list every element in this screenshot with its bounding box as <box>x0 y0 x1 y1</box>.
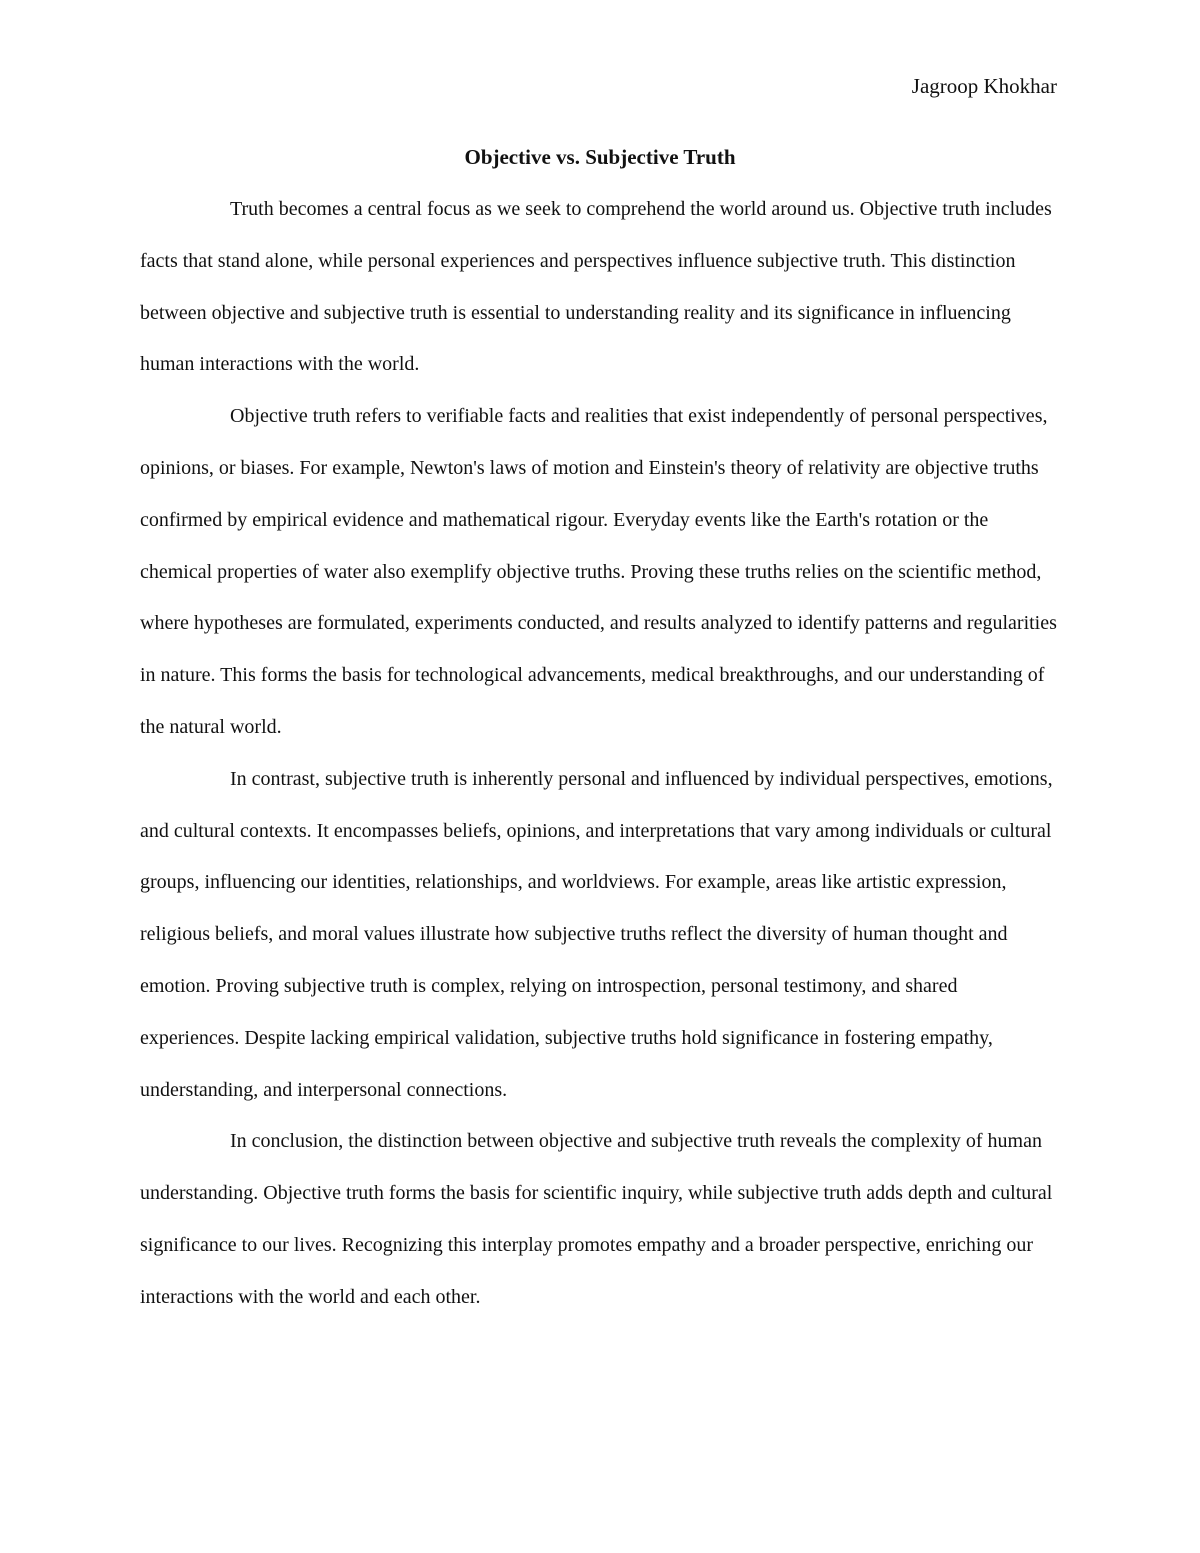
paragraph-conclusion: In conclusion, the distinction between objective and subjective truth reveals the complexity of human understanding. Objective truth forms the basis for scientific inquiry, while subjective truth adds depth and cultural significance to our lives. Recognizing this interplay promotes empathy and a broader perspective, enriching our interactions with the world and each other. <box>140 1130 1053 1308</box>
paragraph-objective-truth: Objective truth refers to verifiable facts and realities that exist independently of personal perspectives, opinions, or biases. For example, Newton's laws of motion and Einstein's theory of relativity are objective truths confirmed by empirical evidence and mathematical rigour. Everyday events like the Earth's rotation or the chemical properties of water also exemplify objective truths. Proving these truths relies on the scientific method, where hypotheses are formulated, experiments conducted, and results analyzed to identify patterns and regularities in nature. This forms the basis for technological advancements, medical breakthroughs, and our understanding of the natural world. <box>140 405 1057 738</box>
document-body <box>140 184 1060 1324</box>
paragraph-introduction: Truth becomes a central focus as we seek to comprehend the world around us. Objective truth includes facts that stand alone, while personal experiences and perspectives influence subjective truth. This distinction between objective and subjective truth is essential to understanding reality and its significance in influencing human interactions with the world. <box>140 198 1052 376</box>
author-header: Jagroop Khokhar <box>911 74 1057 98</box>
document-title: Objective vs. Subjective Truth <box>464 145 736 169</box>
paragraph-subjective-truth: In contrast, subjective truth is inherently personal and influenced by individual perspectives, emotions, and cultural contexts. It encompasses beliefs, opinions, and interpretations that vary among individuals or cultural groups, influencing our identities, relationships, and worldviews. For example, areas like artistic expression, religious beliefs, and moral values illustrate how subjective truths reflect the diversity of human thought and emotion. Proving subjective truth is complex, relying on introspection, personal testimony, and shared experiences. Despite lacking empirical validation, subjective truths hold significance in fostering empathy, understanding, and interpersonal connections. <box>140 767 1053 1101</box>
